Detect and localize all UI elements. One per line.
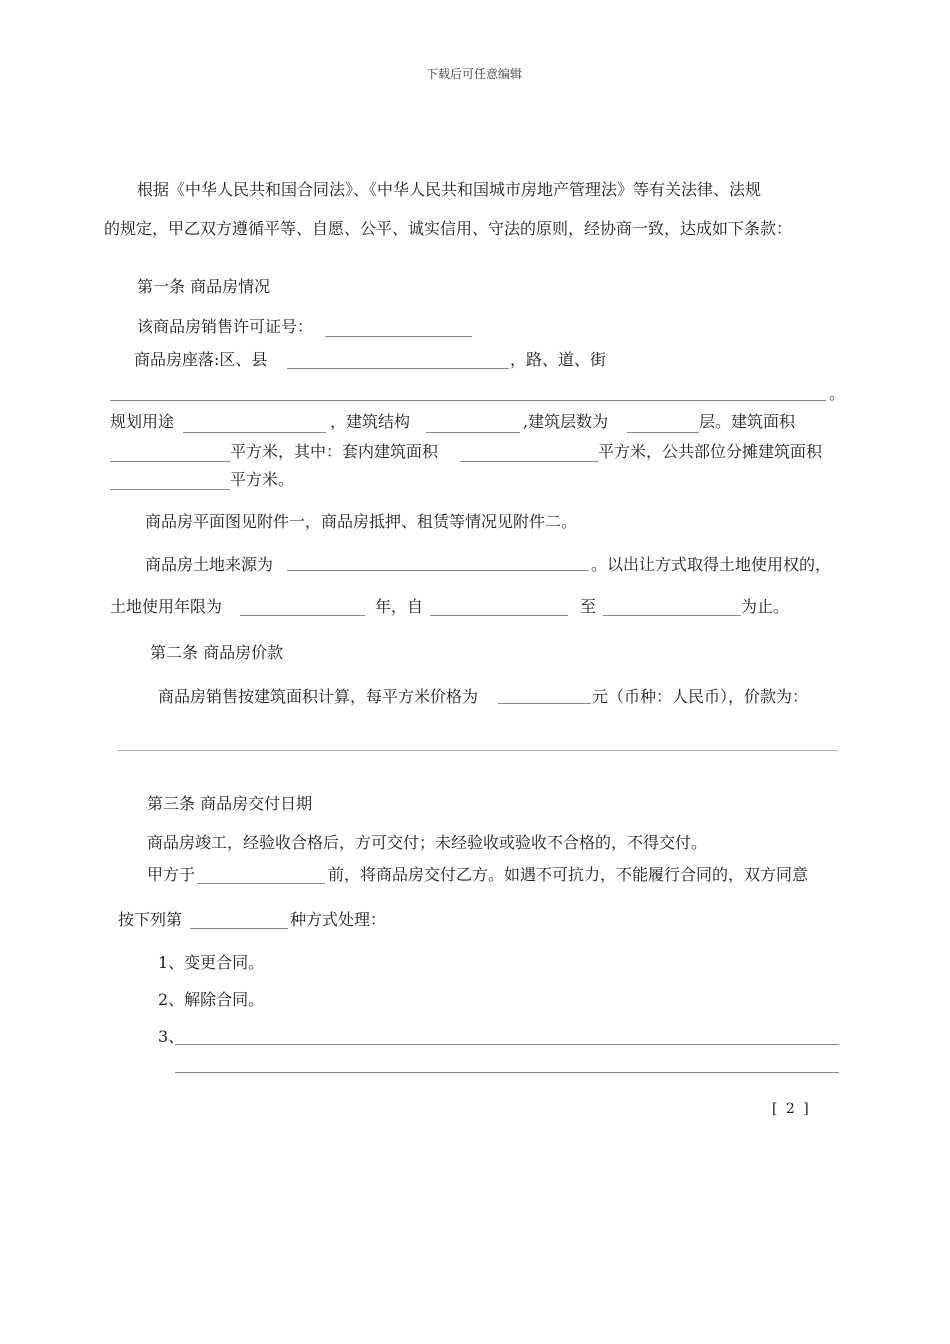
land-term-to: 至 xyxy=(580,597,597,616)
land-term-from-blank[interactable] xyxy=(430,615,568,616)
usage-blank[interactable] xyxy=(183,432,326,433)
method-blank[interactable] xyxy=(190,928,288,929)
land-term-year: 年，自 xyxy=(375,597,424,616)
unit-price-blank[interactable] xyxy=(498,703,591,704)
delivery-condition: 商品房竣工，经验收合格后，方可交付；未经验收或验收不合格的，不得交付。 xyxy=(147,833,708,852)
usage-label: 规划用途 xyxy=(110,412,175,431)
land-source-blank[interactable] xyxy=(287,570,589,571)
price-label: 商品房销售按建筑面积计算，每平方米价格为 xyxy=(158,687,479,706)
article-3-title: 第三条 商品房交付日期 xyxy=(147,794,313,813)
area-line-3: 平方米。 xyxy=(230,470,295,489)
page-header: 下载后可任意编辑 xyxy=(426,67,523,81)
floors-label: ,建筑层数为 xyxy=(523,412,609,431)
floors-blank[interactable] xyxy=(627,432,699,433)
option-2: 2、解除合同。 xyxy=(158,990,265,1009)
total-price-blank[interactable] xyxy=(118,750,838,751)
area-line-2b: 平方米，公共部位分摊建筑面积 xyxy=(598,442,823,461)
intro-line-1: 根据《中华人民共和国合同法》、《中华人民共和国城市房地产管理法》等有关法律、法规 xyxy=(137,180,762,199)
land-source-label: 商品房土地来源为 xyxy=(145,555,274,574)
option-3-blank-2[interactable] xyxy=(175,1072,839,1073)
price-end: 元（币种：人民币），价款为： xyxy=(592,687,809,706)
structure-label: ，建筑结构 xyxy=(330,412,411,431)
deliver-date-blank[interactable] xyxy=(197,883,325,884)
land-term-blank[interactable] xyxy=(240,615,365,616)
structure-blank[interactable] xyxy=(426,432,520,433)
total-area-blank[interactable] xyxy=(110,461,230,462)
location-road-label: ，路、道、街 xyxy=(510,350,607,369)
option-3: 3、 xyxy=(158,1027,185,1046)
deliver-end: 前，将商品房交付乙方。如遇不可抗力，不能履行合同的，双方同意 xyxy=(328,865,809,884)
address-blank[interactable] xyxy=(110,400,826,401)
shared-area-blank[interactable] xyxy=(110,489,230,490)
article-1-title: 第一条 商品房情况 xyxy=(137,277,271,296)
option-1: 1、变更合同。 xyxy=(158,953,265,972)
land-source-end: 。以出让方式取得土地使用权的， xyxy=(591,555,832,574)
attachments-note: 商品房平面图见附件一，商品房抵押、租赁等情况见附件二。 xyxy=(145,512,578,531)
method-label: 按下列第 xyxy=(118,910,183,929)
location-end: 。 xyxy=(829,384,846,403)
license-blank[interactable] xyxy=(325,336,472,337)
district-blank[interactable] xyxy=(287,368,509,369)
option-3-blank[interactable] xyxy=(175,1044,839,1045)
page-number: [ 2 ] xyxy=(772,1101,811,1117)
land-term-end: 为止。 xyxy=(741,597,790,616)
intro-line-2: 的规定，甲乙双方遵循平等、自愿、公平、诚实信用、守法的原则，经协商一致，达成如下条款： xyxy=(104,219,793,238)
area-line-2a: 平方米，其中：套内建筑面积 xyxy=(230,442,439,461)
method-end: 种方式处理： xyxy=(290,910,387,929)
deliver-label: 甲方于 xyxy=(147,865,196,884)
article-2-title: 第二条 商品房价款 xyxy=(150,643,284,662)
license-label: 该商品房销售许可证号： xyxy=(137,317,314,336)
land-term-label: 土地使用年限为 xyxy=(110,597,223,616)
location-label: 商品房座落:区、县 xyxy=(134,350,268,369)
floors-unit: 层。建筑面积 xyxy=(699,412,796,431)
land-term-to-blank[interactable] xyxy=(603,615,741,616)
inner-area-blank[interactable] xyxy=(460,461,598,462)
